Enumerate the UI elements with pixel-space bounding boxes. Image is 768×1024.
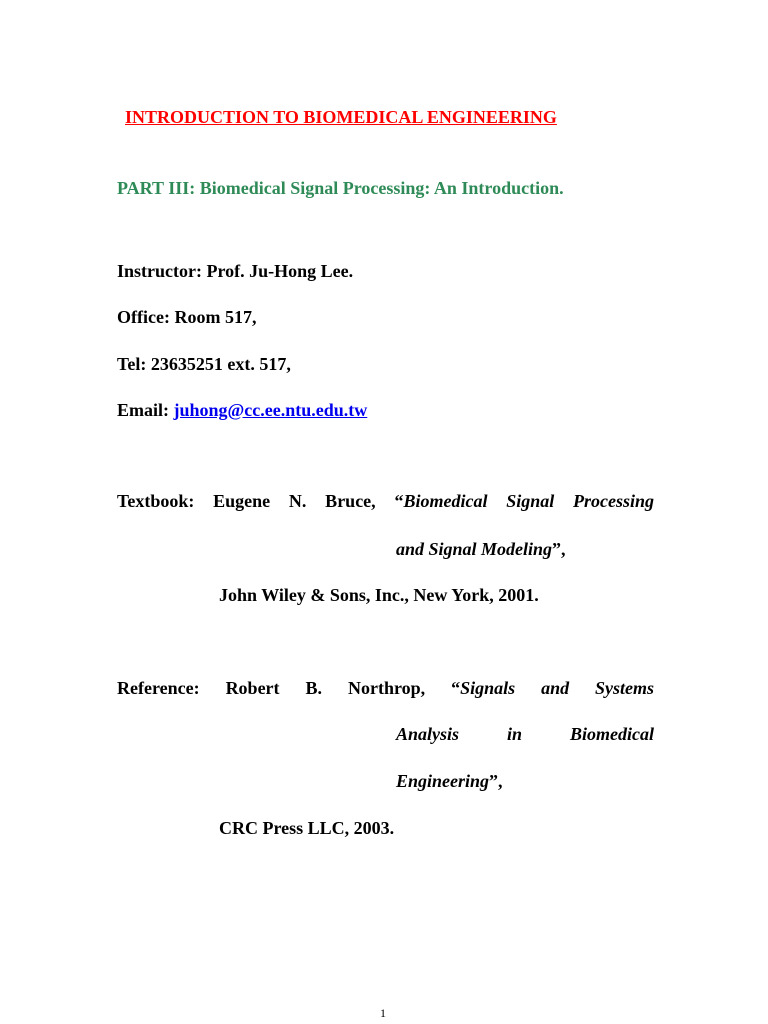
instructor-line <box>117 260 353 282</box>
close-quote: ”, <box>552 539 566 559</box>
reference-title-word: Signals <box>460 678 516 698</box>
reference-title-word: and <box>541 678 570 698</box>
close-quote: ”, <box>489 771 503 791</box>
reference-title-word: Analysis <box>396 724 460 744</box>
reference-line-3 <box>396 770 503 792</box>
instructor-name: Prof. Ju-Hong Lee. <box>206 261 354 281</box>
page-number: 1 <box>380 1006 386 1020</box>
reference-title-word: Systems <box>595 678 655 698</box>
reference-title-w1 <box>451 678 515 698</box>
reference-title-word: Biomedical <box>570 724 655 744</box>
textbook-title-1 <box>394 491 654 511</box>
reference-title-word: Engineering <box>396 771 490 791</box>
reference-author-first: Robert <box>225 678 280 698</box>
office-line <box>117 306 256 328</box>
textbook-title-text-1: Biomedical Signal Processing <box>403 491 655 511</box>
office-value: Room 517, <box>174 307 257 327</box>
textbook-title-text-2: and Signal Modeling <box>396 539 553 559</box>
email-link[interactable]: juhong@cc.ee.ntu.edu.tw <box>173 400 368 420</box>
document-title: INTRODUCTION TO BIOMEDICAL ENGINEERING <box>125 107 557 127</box>
open-quote: “ <box>451 678 461 698</box>
textbook-author: Eugene N. Bruce, <box>213 491 376 511</box>
reference-label: Reference: <box>117 678 200 698</box>
reference-publisher: CRC Press LLC, 2003. <box>219 818 395 838</box>
tel-value: 23635251 ext. 517, <box>150 354 291 374</box>
open-quote: “ <box>394 491 404 511</box>
textbook-label: Textbook: <box>117 491 195 511</box>
reference-title-word: in <box>507 724 523 744</box>
instructor-label: Instructor: <box>117 261 202 281</box>
textbook-line-2 <box>396 538 566 560</box>
part-heading: PART III: Biomedical Signal Processing: An Introduction. <box>117 178 564 198</box>
office-label: Office: <box>117 307 170 327</box>
reference-author-last: Northrop, <box>347 678 426 698</box>
textbook-publisher: John Wiley & Sons, Inc., New York, 2001. <box>219 585 539 605</box>
reference-line-2 <box>396 723 654 745</box>
tel-label: Tel: <box>117 354 147 374</box>
reference-line-1 <box>117 677 654 699</box>
email-line <box>117 399 367 421</box>
email-label: Email: <box>117 400 169 420</box>
textbook-line-1 <box>117 490 654 512</box>
tel-line <box>117 353 291 375</box>
reference-author-middle: B. <box>305 678 323 698</box>
